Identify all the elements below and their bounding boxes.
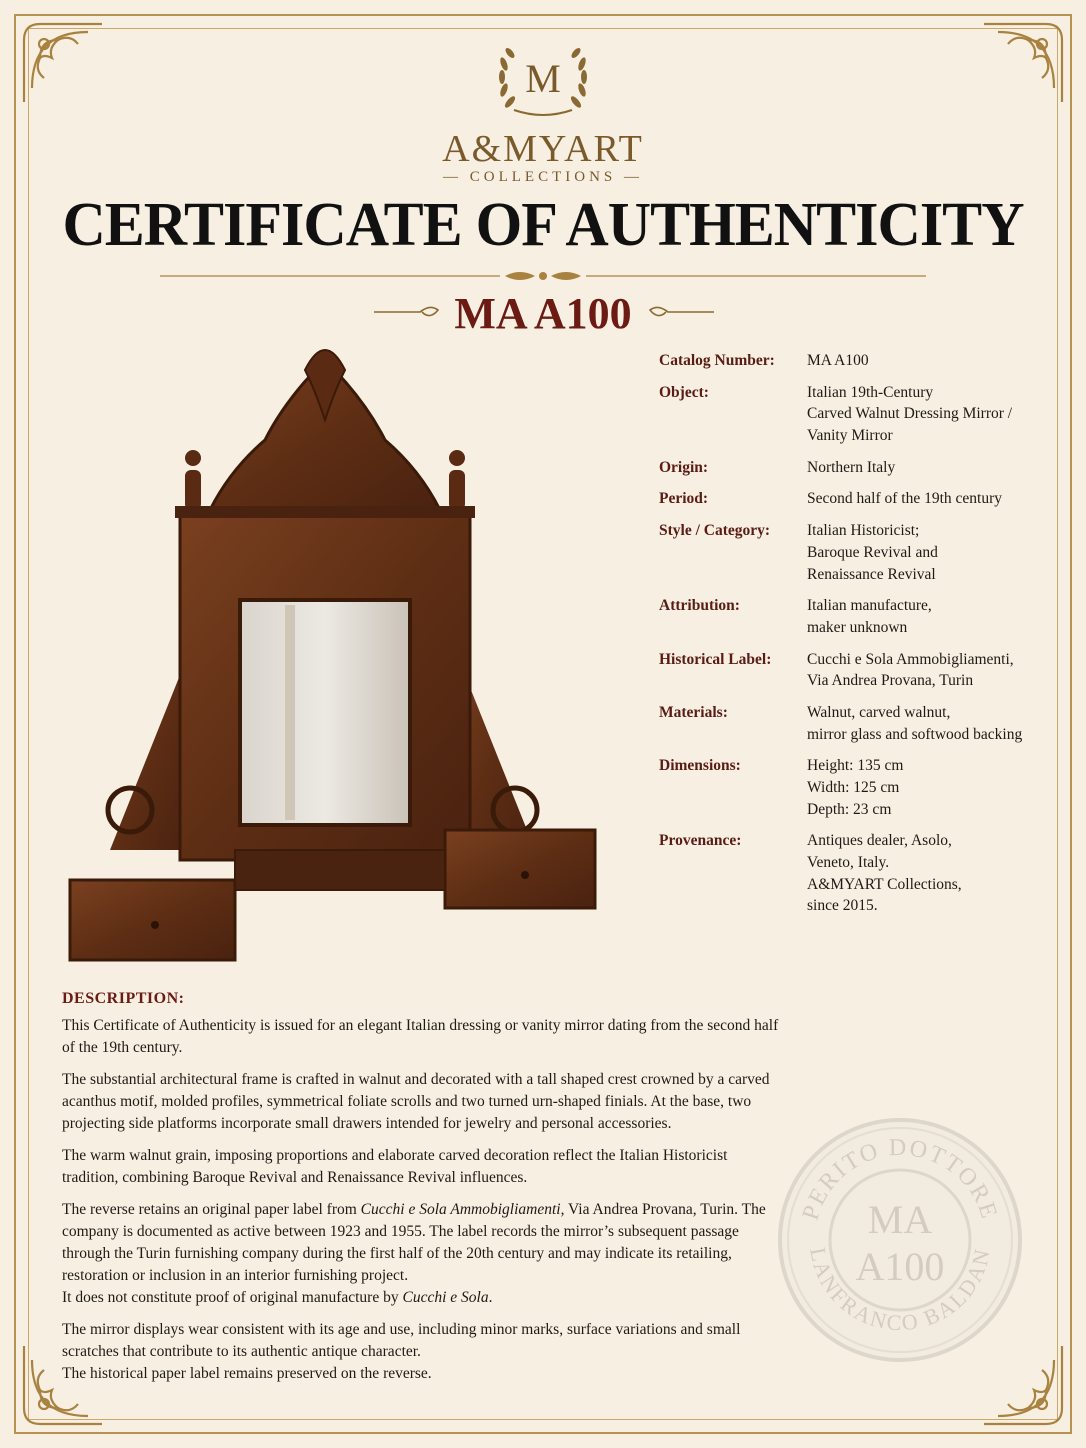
detail-line: Via Andrea Provana, Turin	[807, 672, 974, 690]
brand-name: A&MYART	[442, 128, 644, 170]
detail-value: MA A100	[807, 352, 869, 369]
detail-label: Origin:	[659, 458, 709, 476]
detail-line: since 2015.	[807, 897, 878, 915]
detail-line: maker unknown	[807, 618, 908, 636]
description-section	[62, 988, 782, 1395]
detail-line: Italian 19th-Century	[807, 383, 934, 401]
text-run: , Via Andrea Provana, Turin. The company is documented as active between 1923 and 1955. The label records the mirror’s subsequent passage through the Turin furnishing company during the first half of the 20th century and may indicate its retailing, restoration or inclusion in an interior furnishing project.	[62, 1200, 766, 1284]
brand-subtitle: — COLLECTIONS —	[443, 169, 643, 185]
detail-line: Depth: 23 cm	[807, 800, 892, 818]
detail-value	[807, 595, 1059, 638]
text-run: It does not constitute proof of original manufacture by	[62, 1288, 403, 1306]
seal-bottom-text: LANFRANCO BALDAN	[805, 1245, 995, 1336]
seal-line-1: MA	[867, 1197, 933, 1242]
description-paragraph	[62, 1319, 782, 1385]
detail-label: Materials:	[659, 703, 728, 721]
description-paragraph	[62, 1199, 782, 1309]
detail-row-historical-label	[659, 649, 1059, 692]
title-divider	[160, 270, 926, 282]
description-heading: DESCRIPTION:	[62, 990, 185, 1007]
detail-label: Style / Category:	[659, 522, 771, 540]
text-run: The reverse retains an original paper label from	[62, 1200, 361, 1218]
detail-label: Dimensions:	[659, 757, 741, 775]
detail-row-provenance	[659, 830, 1059, 917]
brand-logo	[0, 40, 1086, 186]
description-paragraph: This Certificate of Authenticity is issued for an elegant Italian dressing or vanity mirror dating from the second half of the 19th century.	[62, 1016, 779, 1056]
detail-value	[807, 520, 1059, 585]
detail-line: Veneto, Italy.	[807, 854, 890, 872]
detail-row-attribution	[659, 595, 1059, 638]
detail-line: A&MYART Collections,	[807, 875, 962, 893]
monogram-letter: M	[525, 56, 561, 101]
catalog-heading: MA A100	[454, 289, 632, 338]
detail-line: Height: 135 cm	[807, 757, 904, 775]
detail-value	[807, 755, 1059, 820]
detail-label: Attribution:	[659, 597, 740, 615]
text-run: The historical paper label remains preserved on the reverse.	[62, 1364, 432, 1382]
seal-line-2: A100	[855, 1244, 945, 1289]
laurel-monogram-icon	[488, 40, 598, 120]
text-run: The mirror displays wear consistent with its age and use, including minor marks, surface variations and small scratches that contribute to its authentic antique character.	[62, 1320, 741, 1360]
detail-row-catalog	[659, 350, 1059, 372]
detail-value	[807, 702, 1059, 745]
description-paragraph: The substantial architectural frame is crafted in walnut and decorated with a tall shaped crest crowned by a carved acanthus motif, molded profiles, symmetrical foliate scrolls and two turned urn-shaped finials. At the base, two projecting side platforms incorporate small drawers intended for jewelry and personal accessories.	[62, 1070, 770, 1132]
detail-row-dimensions	[659, 755, 1059, 820]
seal-top-text: PERITO DOTTORE	[797, 1134, 1003, 1224]
detail-value: Second half of the 19th century	[807, 490, 1002, 508]
detail-line: Italian Historicist;	[807, 522, 920, 540]
detail-line: Antiques dealer, Asolo,	[807, 832, 952, 850]
detail-line: Italian manufacture,	[807, 597, 932, 615]
text-run: .	[488, 1288, 493, 1306]
detail-value	[807, 382, 1059, 447]
detail-value: Northern Italy	[807, 458, 896, 476]
detail-label: Object:	[659, 383, 709, 401]
flourish-right-icon	[646, 300, 716, 324]
company-name: Cucchi e Sola Ammobigliamenti	[360, 1200, 561, 1218]
detail-value	[807, 649, 1059, 692]
detail-line: Carved Walnut Dressing Mirror /	[807, 405, 1013, 423]
detail-row-period	[659, 488, 1059, 510]
description-paragraph: The warm walnut grain, imposing proportions and elaborate carved decoration reflect the Italian Historicist tradition, combining Baroque Revival and Renaissance Revival influences.	[62, 1146, 728, 1186]
certificate-title: CERTIFICATE OF AUTHENTICITY	[62, 189, 1024, 259]
detail-value	[807, 830, 1059, 917]
detail-line: Walnut, carved walnut,	[807, 703, 951, 721]
dressing-mirror-photo	[60, 330, 600, 970]
detail-label: Catalog Number:	[659, 352, 775, 369]
embossed-seal	[775, 1115, 1025, 1365]
detail-row-origin	[659, 457, 1059, 479]
company-name: Cucchi e Sola	[402, 1288, 489, 1306]
detail-label: Period:	[659, 490, 709, 508]
detail-line: Width: 125 cm	[807, 779, 900, 796]
detail-line: Baroque Revival and	[807, 543, 938, 561]
brand-subtitle-text: COLLECTIONS	[469, 169, 617, 185]
detail-line: Vanity Mirror	[807, 427, 893, 445]
detail-row-object	[659, 382, 1059, 447]
detail-label: Historical Label:	[659, 650, 772, 668]
detail-line: Renaissance Revival	[807, 565, 936, 583]
detail-row-style	[659, 520, 1059, 585]
detail-label: Provenance:	[659, 832, 742, 850]
details-table	[659, 350, 1059, 927]
detail-row-materials	[659, 702, 1059, 745]
detail-line: mirror glass and softwood backing	[807, 725, 1023, 743]
detail-line: Cucchi e Sola Ammobigliamenti,	[807, 650, 1014, 668]
